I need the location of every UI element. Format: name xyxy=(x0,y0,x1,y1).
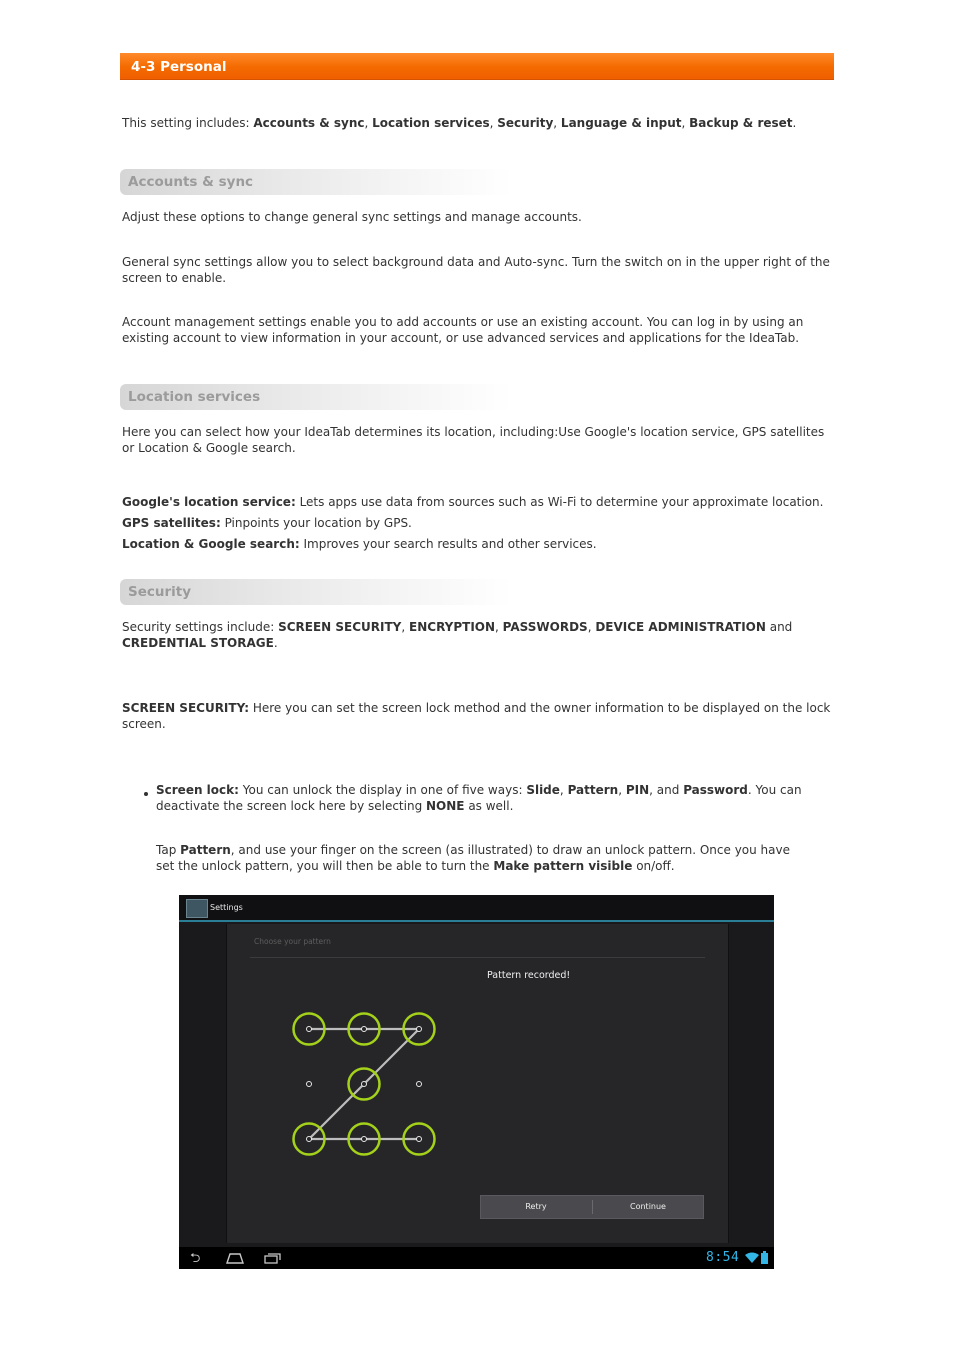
tap-text: , and use your finger on the screen (as illustrated) to draw an unlock pattern. Once you have set the unlock pattern, you will then be able to turn the xyxy=(156,843,790,873)
screen-lock-item: Screen lock: You can unlock the display in one of five ways: Slide, Pattern, PIN, and Password. You can deactivate the screen lock here by selecting NONE as well. xyxy=(156,783,802,813)
tap-pattern-paragraph xyxy=(156,843,806,874)
wifi-icon xyxy=(745,1252,759,1264)
section-title-accounts xyxy=(120,169,512,195)
pattern-screenshot xyxy=(179,895,774,1269)
action-bar-title: Settings xyxy=(210,903,243,912)
location-desc: Improves your search results and other services. xyxy=(299,537,597,551)
security-item: ENCRYPTION xyxy=(409,620,496,634)
security-prefix: Security settings include: xyxy=(122,620,279,634)
accounts-paragraph-3: Account management settings enable you to add accounts or use an existing account. You can log in by using an existing account to view information in your account, or use advanced services and applications for the IdeaTab. xyxy=(122,315,804,345)
section-title-security xyxy=(120,579,512,605)
intro-item: Accounts & sync xyxy=(253,116,365,130)
screen-security-term: SCREEN SECURITY: xyxy=(122,701,250,715)
pattern-center xyxy=(417,1082,422,1087)
choose-pattern-heading: Choose your pattern xyxy=(254,937,331,946)
pattern-panel xyxy=(226,924,729,1243)
security-item: SCREEN SECURITY xyxy=(278,620,402,634)
pattern-center xyxy=(417,1137,422,1142)
location-item-search xyxy=(122,537,834,553)
section-title-text: Location services xyxy=(128,389,261,405)
pattern-center xyxy=(417,1027,422,1032)
button-bar xyxy=(480,1195,704,1219)
location-term: Google's location service: xyxy=(122,495,296,509)
section-header-bar xyxy=(120,53,834,80)
section-header-title: 4-3 Personal xyxy=(131,59,227,75)
intro-item: Location services xyxy=(372,116,490,130)
accounts-paragraph-2: General sync settings allow you to select background data and Auto-sync. Turn the switch on in the upper right of the screen to enable. xyxy=(122,255,830,285)
bullet-dot xyxy=(144,792,148,796)
lock-way: Slide xyxy=(526,783,560,797)
location-desc: Lets apps use data from sources such as Wi-Fi to determine your approximate location. xyxy=(295,495,824,509)
location-item-gps xyxy=(122,516,834,532)
security-paragraph-1: Security settings include: SCREEN SECURITY, ENCRYPTION, PASSWORDS, DEVICE ADMINISTRATION and CREDENTIAL STORAGE. xyxy=(122,620,793,650)
pattern-center xyxy=(362,1137,367,1142)
location-term: Location & Google search: xyxy=(122,537,300,551)
tap-pattern-term: Pattern xyxy=(180,843,231,857)
pattern-line xyxy=(309,1084,364,1139)
tap-text: on/off. xyxy=(632,858,675,873)
intro-item: Language & input xyxy=(560,116,682,130)
battery-icon xyxy=(761,1251,768,1264)
location-item-google xyxy=(122,495,834,511)
retry-button[interactable]: Retry xyxy=(525,1202,547,1211)
location-desc: Pinpoints your location by GPS. xyxy=(220,516,412,530)
screen-lock-desc: You can unlock the display in one of five ways: xyxy=(238,783,527,797)
accounts-paragraph-1: Adjust these options to change general sync settings and manage accounts. xyxy=(122,210,582,224)
lock-way: Pattern xyxy=(567,783,619,797)
section-title-location xyxy=(120,384,512,410)
screen-lock-desc: . You can deactivate the screen lock here by selecting xyxy=(156,783,802,813)
section-title-text: Accounts & sync xyxy=(128,174,254,190)
security-and: and xyxy=(765,620,793,634)
back-icon[interactable]: ⮌ xyxy=(190,1251,201,1266)
clock: 8:54 xyxy=(706,1250,740,1265)
pattern-center xyxy=(362,1082,367,1087)
security-item: CREDENTIAL STORAGE xyxy=(122,635,274,650)
pattern-dot-4 xyxy=(307,1082,312,1087)
pattern-status-message: Pattern recorded! xyxy=(487,970,571,981)
tap-text: Tap xyxy=(156,843,181,857)
security-item: DEVICE ADMINISTRATION xyxy=(595,620,766,634)
continue-button[interactable]: Continue xyxy=(630,1202,666,1211)
lock-way: Password xyxy=(683,783,748,797)
pattern-dot-5 xyxy=(349,1069,380,1100)
home-icon[interactable] xyxy=(226,1252,244,1264)
lock-none: NONE xyxy=(426,798,465,813)
action-bar xyxy=(179,895,774,922)
pattern-center xyxy=(307,1082,312,1087)
screen-security-paragraph xyxy=(122,701,834,732)
screen-lock-desc: as well. xyxy=(464,798,514,813)
system-nav-bar xyxy=(179,1247,774,1269)
make-pattern-visible-term: Make pattern visible xyxy=(493,858,633,873)
intro-item: Security xyxy=(497,116,554,130)
pattern-center xyxy=(307,1137,312,1142)
intro-paragraph: This setting includes: Accounts & sync, Location services, Security, Language & input, Backup & reset. xyxy=(122,116,797,130)
location-term: GPS satellites: xyxy=(122,516,221,530)
security-item: PASSWORDS xyxy=(502,620,588,634)
screen-lock-term: Screen lock: xyxy=(156,783,239,797)
recent-apps-icon[interactable] xyxy=(264,1252,282,1264)
pattern-center xyxy=(307,1027,312,1032)
lock-and: , and xyxy=(649,783,684,797)
intro-prefix: This setting includes: xyxy=(122,116,254,130)
pattern-dot-6 xyxy=(417,1082,422,1087)
lock-way: PIN xyxy=(625,783,650,797)
screen-security-desc: Here you can set the screen lock method and the owner information to be displayed on the lock screen. xyxy=(122,701,831,731)
settings-app-icon[interactable] xyxy=(186,899,208,918)
pattern-center xyxy=(362,1027,367,1032)
section-title-text: Security xyxy=(128,584,192,600)
location-paragraph-1: Here you can select how your IdeaTab determines its location, including:Use Google's location service, GPS satellites or Location & Google search. xyxy=(122,425,825,455)
pattern-line xyxy=(364,1029,419,1084)
intro-item: Backup & reset xyxy=(689,116,793,130)
